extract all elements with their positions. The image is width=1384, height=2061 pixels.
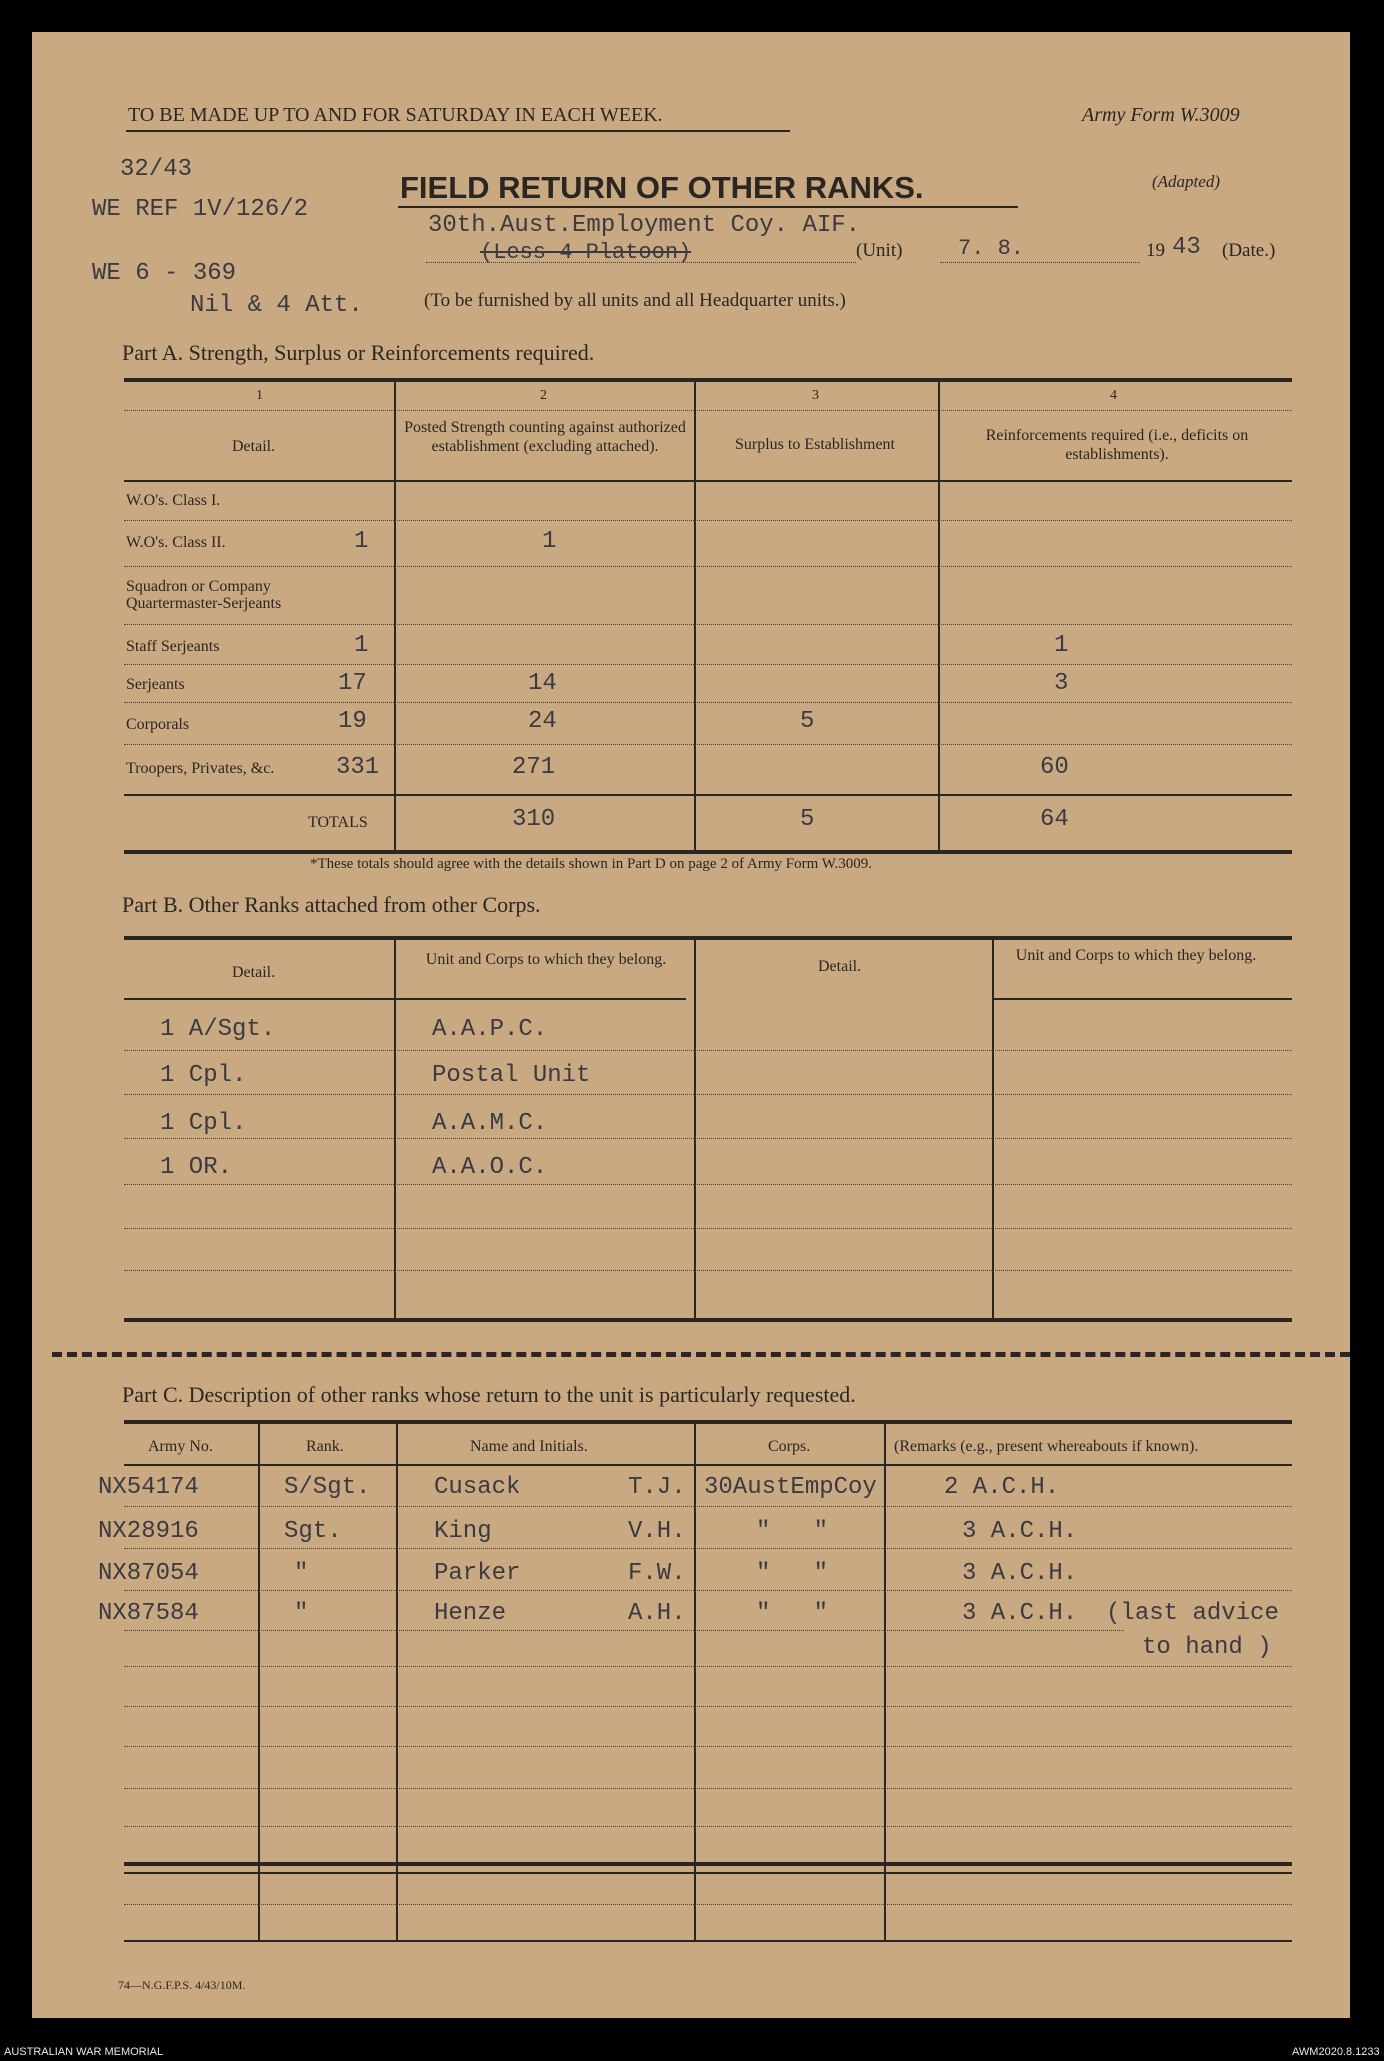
margin-note-3: WE 6 - 369 — [92, 260, 237, 287]
part-c-corps: " " — [756, 1600, 829, 1627]
unit-name: 30th.Aust.Employment Coy. AIF. — [428, 212, 861, 239]
print-code: 74—N.G.F.P.S. 4/43/10M. — [118, 1978, 246, 1992]
instruction-underline — [126, 130, 790, 132]
part-c-top-rule — [124, 1420, 1292, 1424]
archive-reference: AWM2020.8.1233 — [1292, 2046, 1380, 2058]
part-a-row-posted: 24 — [528, 708, 557, 735]
part-c-name: Henze — [434, 1600, 507, 1627]
part-a-divider-3 — [938, 380, 940, 852]
part-a-header-surplus: Surplus to Establishment — [735, 436, 895, 453]
part-a-header-rule — [124, 480, 1292, 482]
part-c-name: King — [434, 1518, 492, 1545]
part-a-divider-1 — [394, 380, 396, 852]
row-rule — [124, 624, 1292, 625]
row-rule — [124, 1826, 1292, 1827]
part-b-header-detail-right: Detail. — [818, 958, 862, 975]
part-b-row-detail: 1 Cpl. — [160, 1062, 247, 1089]
part-b-header-rule-right — [994, 998, 1292, 1000]
part-b-divider-3 — [992, 938, 994, 1318]
part-c-remarks: 3 A.C.H. — [962, 1518, 1078, 1545]
part-c-initials: F.W. — [628, 1560, 686, 1587]
part-a-heading: Part A. Strength, Surplus or Reinforcements required. — [122, 340, 595, 365]
part-a-totals-rule — [124, 794, 1292, 796]
part-a-num-rule — [124, 410, 1292, 411]
part-a-row-label: Squadron or Company Quartermaster-Serjeants — [126, 578, 282, 612]
part-c-header-rule — [124, 1464, 1292, 1466]
part-b-header-unit: Unit and Corps to which they belong. — [425, 951, 667, 968]
part-c-initials: V.H. — [628, 1518, 686, 1545]
part-b-top-rule — [124, 936, 1292, 940]
part-b-row-unit: A.A.O.C. — [432, 1154, 548, 1181]
part-a-col-num-3: 3 — [812, 388, 819, 403]
margin-note-4: Nil & 4 Att. — [190, 292, 363, 319]
row-rule — [124, 520, 1292, 521]
row-rule — [124, 1630, 1124, 1631]
part-a-row-establishment: 17 — [338, 670, 367, 697]
part-a-row-label: Staff Serjeants — [126, 638, 220, 655]
row-rule — [124, 1270, 1292, 1271]
row-rule — [124, 702, 1292, 703]
row-rule — [124, 1506, 1292, 1507]
part-a-row-establishment: 1 — [354, 632, 369, 659]
part-a-header-detail: Detail. — [232, 438, 276, 455]
part-c-initials: A.H. — [628, 1600, 686, 1627]
row-rule — [124, 1050, 1292, 1051]
part-b-header-rule — [124, 998, 686, 1000]
part-c-army-no: NX54174 — [98, 1474, 199, 1501]
row-rule — [124, 744, 1292, 745]
unit-label: (Unit) — [856, 240, 903, 261]
part-c-header-army-no: Army No. — [148, 1438, 213, 1455]
part-b-row-unit: Postal Unit — [432, 1062, 591, 1089]
part-c-name: Parker — [434, 1560, 521, 1587]
part-c-remarks: 3 A.C.H. — [962, 1560, 1078, 1587]
archive-credit: AUSTRALIAN WAR MEMORIAL — [4, 2046, 164, 2058]
part-a-row-reinf: 60 — [1040, 754, 1069, 781]
part-a-row-posted: 271 — [512, 754, 556, 781]
part-c-rank: Sgt. — [284, 1518, 342, 1545]
part-a-col-num-1: 1 — [256, 388, 263, 403]
part-a-header-posted: Posted Strength counting against authorized establishment (excluding attached). — [404, 419, 686, 455]
row-rule — [124, 1904, 1292, 1905]
part-a-row-label: W.O's. Class II. — [126, 534, 226, 551]
row-rule — [124, 1666, 1292, 1667]
row-rule — [124, 1746, 1292, 1747]
margin-note-2: WE REF 1V/126/2 — [92, 196, 309, 223]
part-b-heading: Part B. Other Ranks attached from other Corps. — [122, 892, 541, 917]
part-c-double-rule-2 — [124, 1872, 1292, 1874]
part-c-remarks-continuation: to hand ) — [1142, 1634, 1272, 1661]
row-rule — [124, 1184, 1292, 1185]
part-c-corps: " " — [756, 1518, 829, 1545]
part-a-divider-2 — [694, 380, 696, 852]
unit-detail: (Less 4 Platoon) — [480, 240, 692, 265]
part-b-divider-2 — [694, 938, 696, 1318]
part-c-heading: Part C. Description of other ranks whose return to the unit is particularly requested. — [122, 1382, 856, 1407]
date-day: 7. 8. — [958, 236, 1025, 261]
date-year-prefix: 19 — [1146, 240, 1165, 261]
date-dotted-line — [940, 262, 1140, 263]
date-label: (Date.) — [1222, 240, 1276, 261]
part-a-row-surplus: 5 — [800, 708, 815, 735]
part-c-initials: T.J. — [628, 1474, 686, 1501]
part-c-army-no: NX87054 — [98, 1560, 199, 1587]
part-a-row-reinf: 1 — [1054, 632, 1069, 659]
part-a-total-reinf: 64 — [1040, 806, 1069, 833]
page-title: FIELD RETURN OF OTHER RANKS. — [400, 170, 924, 205]
row-rule — [124, 1138, 1292, 1139]
part-a-row-label: Serjeants — [126, 676, 185, 693]
part-b-row-detail: 1 A/Sgt. — [160, 1016, 276, 1043]
furnish-note: (To be furnished by all units and all Headquarter units.) — [424, 290, 846, 311]
part-c-name: Cusack — [434, 1474, 521, 1501]
part-c-header-remarks: (Remarks (e.g., present whereabouts if known). — [894, 1438, 1199, 1455]
part-a-row-posted: 14 — [528, 670, 557, 697]
part-a-col-num-4: 4 — [1110, 388, 1117, 403]
part-a-footnote: *These totals should agree with the details shown in Part D on page 2 of Army Form W.3009. — [310, 856, 873, 872]
part-c-corps: " " — [756, 1560, 829, 1587]
part-c-header-corps: Corps. — [768, 1438, 811, 1455]
row-rule — [124, 1548, 1292, 1549]
part-c-double-rule — [124, 1862, 1292, 1866]
part-b-header-unit-right: Unit and Corps to which they belong. — [1015, 947, 1257, 964]
part-b-row-detail: 1 OR. — [160, 1154, 233, 1181]
part-a-total-posted: 310 — [512, 806, 556, 833]
part-b-bottom-rule — [124, 1318, 1292, 1322]
part-a-row-reinf: 3 — [1054, 670, 1069, 697]
part-c-corps: 30AustEmpCoy — [704, 1474, 877, 1501]
part-a-bottom-rule — [124, 850, 1292, 854]
part-a-total-surplus: 5 — [800, 806, 815, 833]
part-b-row-unit: A.A.M.C. — [432, 1110, 548, 1137]
part-a-top-rule — [124, 378, 1292, 382]
part-a-row-label: Troopers, Privates, &c. — [126, 760, 275, 777]
part-a-row-establishment: 331 — [336, 754, 380, 781]
unit-dotted-line — [426, 262, 856, 263]
perforation-line — [52, 1352, 1350, 1357]
part-a-row-label: Corporals — [126, 716, 190, 733]
form-number: Army Form W.3009 — [1082, 104, 1240, 126]
row-rule — [124, 664, 1292, 665]
part-a-row-label: W.O's. Class I. — [126, 492, 221, 509]
margin-note-1: 32/43 — [120, 156, 193, 183]
row-rule — [124, 1788, 1292, 1789]
part-c-rank: S/Sgt. — [284, 1474, 371, 1501]
part-c-rank: " — [294, 1560, 309, 1587]
part-c-rank: " — [294, 1600, 309, 1627]
part-c-header-rank: Rank. — [306, 1438, 344, 1455]
part-a-row-posted: 1 — [542, 528, 557, 555]
part-c-army-no: NX28916 — [98, 1518, 199, 1545]
part-b-row-unit: A.A.P.C. — [432, 1016, 548, 1043]
part-b-divider-1 — [394, 938, 396, 1318]
date-year: 43 — [1172, 234, 1201, 261]
row-rule — [124, 1590, 1292, 1591]
part-a-row-establishment: 19 — [338, 708, 367, 735]
row-rule — [124, 566, 1292, 567]
row-rule — [124, 1706, 1292, 1707]
part-c-header-name: Name and Initials. — [470, 1438, 588, 1455]
part-a-col-num-2: 2 — [540, 388, 547, 403]
row-rule — [124, 1094, 1292, 1095]
part-c-army-no: NX87584 — [98, 1600, 199, 1627]
part-b-header-detail: Detail. — [232, 964, 276, 981]
title-underline — [398, 206, 1018, 208]
part-c-bottom-rule — [124, 1940, 1292, 1942]
adapted-label: (Adapted) — [1152, 172, 1220, 191]
row-rule — [124, 1228, 1292, 1229]
part-b-row-detail: 1 Cpl. — [160, 1110, 247, 1137]
part-a-totals-label: TOTALS — [308, 814, 368, 831]
instruction-text: TO BE MADE UP TO AND FOR SATURDAY IN EACH WEEK. — [128, 104, 663, 126]
part-c-remarks: 3 A.C.H. (last advice — [962, 1600, 1279, 1627]
part-a-header-reinf: Reinforcements required (i.e., deficits on establishments). — [985, 427, 1249, 463]
part-a-row-establishment: 1 — [354, 528, 369, 555]
part-c-remarks: 2 A.C.H. — [944, 1474, 1060, 1501]
